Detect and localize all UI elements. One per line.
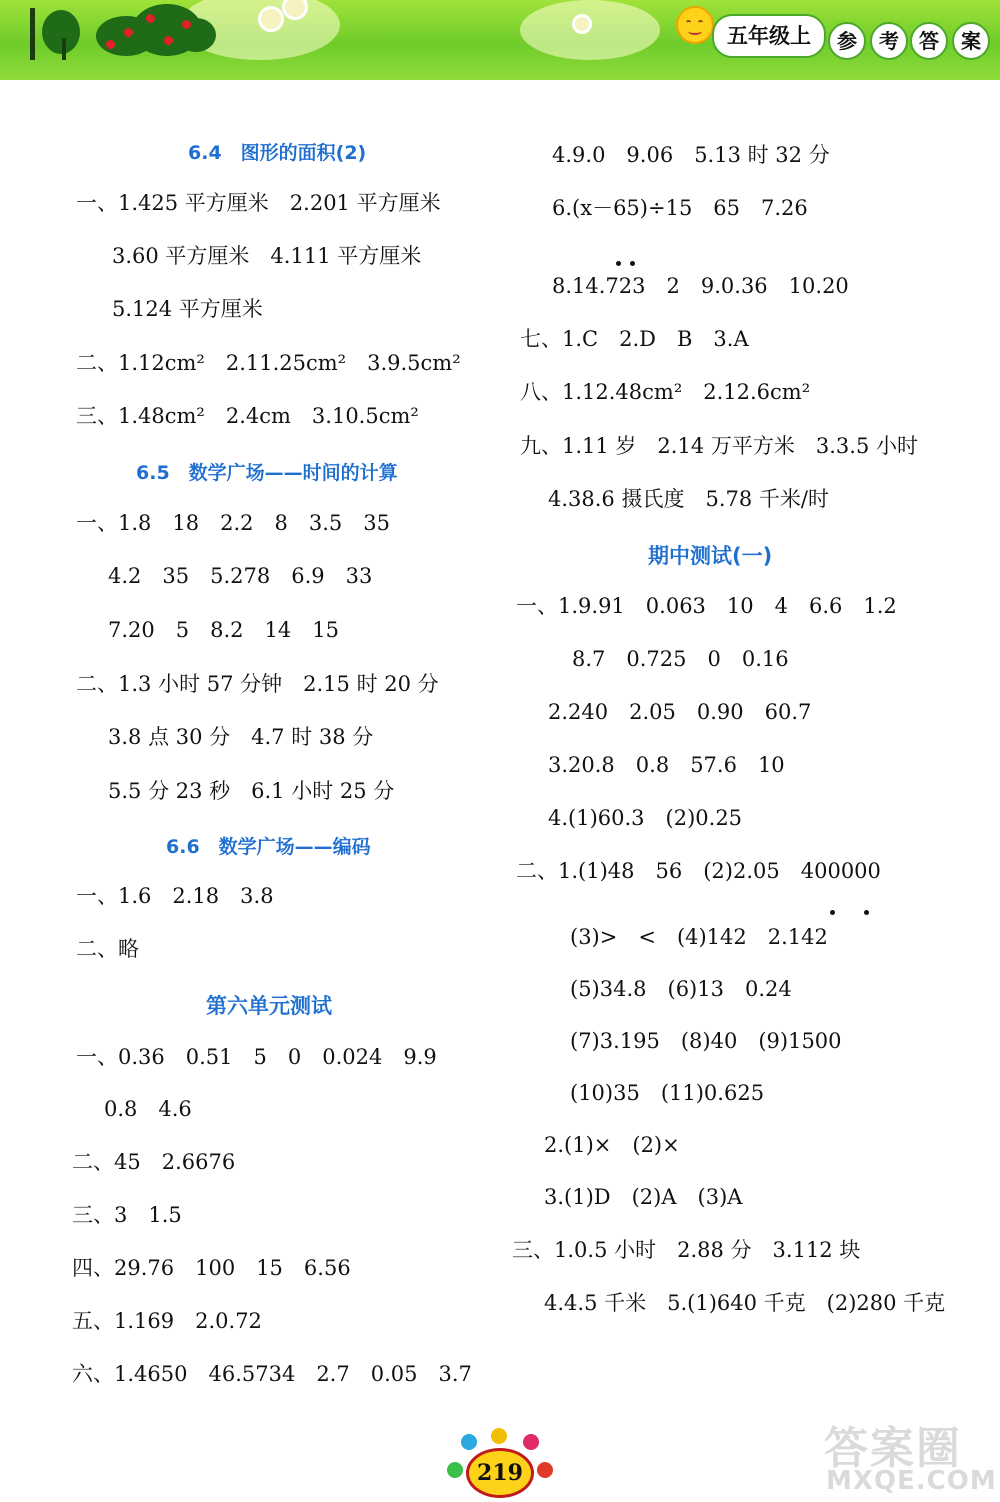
answer-line: 二、45 2.6676 [72, 1150, 236, 1174]
flower-icon [258, 6, 284, 32]
answer-line: 二、略 [76, 937, 139, 961]
wheel-ball [447, 1462, 463, 1478]
answer-line: 5.124 平方厘米 [112, 297, 263, 321]
answer-line: 一、1.8 18 2.2 8 3.5 35 [76, 511, 390, 535]
answer-line: 4.(1)60.3 (2)0.25 [548, 806, 743, 830]
answer-line: 3.20.8 0.8 57.6 10 [548, 753, 785, 777]
answer-line: 3.8 点 30 分 4.7 时 38 分 [108, 725, 374, 749]
repeating-decimal-dot [864, 910, 869, 915]
answer-line: 3.60 平方厘米 4.111 平方厘米 [112, 244, 422, 268]
tree-trunk-icon [30, 8, 35, 60]
sun-mouth [688, 27, 702, 35]
sun-eye [686, 20, 691, 25]
answer-char: 案 [952, 22, 990, 60]
repeating-decimal-dot [830, 910, 835, 915]
answer-line: 6.(x－65)÷15 65 7.26 [552, 196, 808, 220]
answer-line: 4.9.0 9.06 5.13 时 32 分 [552, 143, 830, 167]
section-title-6-4: 6.4 图形的面积(2) [188, 142, 367, 164]
berry-icon [124, 28, 133, 37]
berry-icon [164, 36, 173, 45]
answer-char: 答 [910, 22, 948, 60]
section-title-6-5: 6.5 数学广场——时间的计算 [136, 462, 398, 484]
answer-line: 二、1.(1)48 56 (2)2.05 400000 [516, 859, 881, 883]
answer-line: 一、0.36 0.51 5 0 0.024 9.9 [76, 1045, 437, 1069]
tree-trunk-icon [62, 38, 66, 60]
wheel-ball [523, 1434, 539, 1450]
watermark-text: 答案圈 [824, 1423, 962, 1474]
answer-line: (7)3.195 (8)40 (9)1500 [570, 1029, 842, 1053]
repeating-decimal-dot [616, 261, 621, 266]
berry-icon [146, 14, 155, 23]
answer-line: 2.(1)× (2)× [544, 1133, 680, 1157]
answer-char: 参 [828, 22, 866, 60]
answer-line: 八、1.12.48cm² 2.12.6cm² [520, 380, 811, 404]
answer-line: 二、1.3 小时 57 分钟 2.15 时 20 分 [76, 672, 439, 696]
watermark-logo [820, 1412, 998, 1500]
answer-line: 0.8 4.6 [104, 1097, 192, 1121]
answer-line: (3)> < (4)142 2.142 [570, 925, 828, 949]
page-number: 219 [466, 1448, 534, 1498]
header-banner [0, 0, 1000, 80]
answer-line: 六、1.4650 46.5734 2.7 0.05 3.7 [72, 1362, 472, 1386]
tree-icon [42, 10, 80, 54]
berry-icon [182, 20, 191, 29]
answer-line: 8.14.723 2 9.0.36 10.20 [552, 274, 849, 298]
sun-face-icon [676, 6, 714, 44]
answer-line: 2.240 2.05 0.90 60.7 [548, 700, 812, 724]
watermark-url: MXQE.COM [826, 1466, 997, 1496]
answer-line: 8.7 0.725 0 0.16 [572, 647, 789, 671]
grade-label: 五年级上 [712, 14, 826, 58]
flower-icon [572, 14, 592, 34]
answer-line: 4.2 35 5.278 6.9 33 [108, 564, 373, 588]
section-title-midterm: 期中测试(一) [648, 544, 773, 568]
answer-line: 四、29.76 100 15 6.56 [72, 1256, 351, 1280]
wheel-ball [537, 1462, 553, 1478]
answer-line: 九、1.11 岁 2.14 万平方米 3.3.5 小时 [520, 434, 918, 458]
answer-line: 4.4.5 千米 5.(1)640 千克 (2)280 千克 [544, 1291, 946, 1315]
answer-line: (10)35 (11)0.625 [570, 1081, 765, 1105]
answer-line: 三、1.48cm² 2.4cm 3.10.5cm² [76, 404, 419, 428]
answer-line: 二、1.12cm² 2.11.25cm² 3.9.5cm² [76, 351, 461, 375]
repeating-decimal-dot [630, 261, 635, 266]
answer-line: 5.5 分 23 秒 6.1 小时 25 分 [108, 779, 395, 803]
sun-eye [698, 20, 703, 25]
answer-line: 一、1.6 2.18 3.8 [76, 884, 274, 908]
wheel-ball [491, 1428, 507, 1444]
answer-line: 三、3 1.5 [72, 1203, 182, 1227]
answer-line: 一、1.425 平方厘米 2.201 平方厘米 [76, 191, 441, 215]
wheel-ball [461, 1434, 477, 1450]
section-title-6-6: 6.6 数学广场——编码 [166, 836, 371, 858]
answer-line: (5)34.8 (6)13 0.24 [570, 977, 792, 1001]
section-title-unit6: 第六单元测试 [206, 994, 332, 1018]
answer-line: 7.20 5 8.2 14 15 [108, 618, 339, 642]
answer-line: 三、1.0.5 小时 2.88 分 3.112 块 [512, 1238, 861, 1262]
berry-icon [106, 40, 115, 49]
answer-char: 考 [870, 22, 908, 60]
answer-line: 五、1.169 2.0.72 [72, 1309, 262, 1333]
answer-line: 3.(1)D (2)A (3)A [544, 1185, 743, 1209]
answer-line: 一、1.9.91 0.063 10 4 6.6 1.2 [516, 594, 897, 618]
answer-line: 七、1.C 2.D B 3.A [520, 327, 749, 351]
answer-line: 4.38.6 摄氏度 5.78 千米/时 [548, 487, 829, 511]
